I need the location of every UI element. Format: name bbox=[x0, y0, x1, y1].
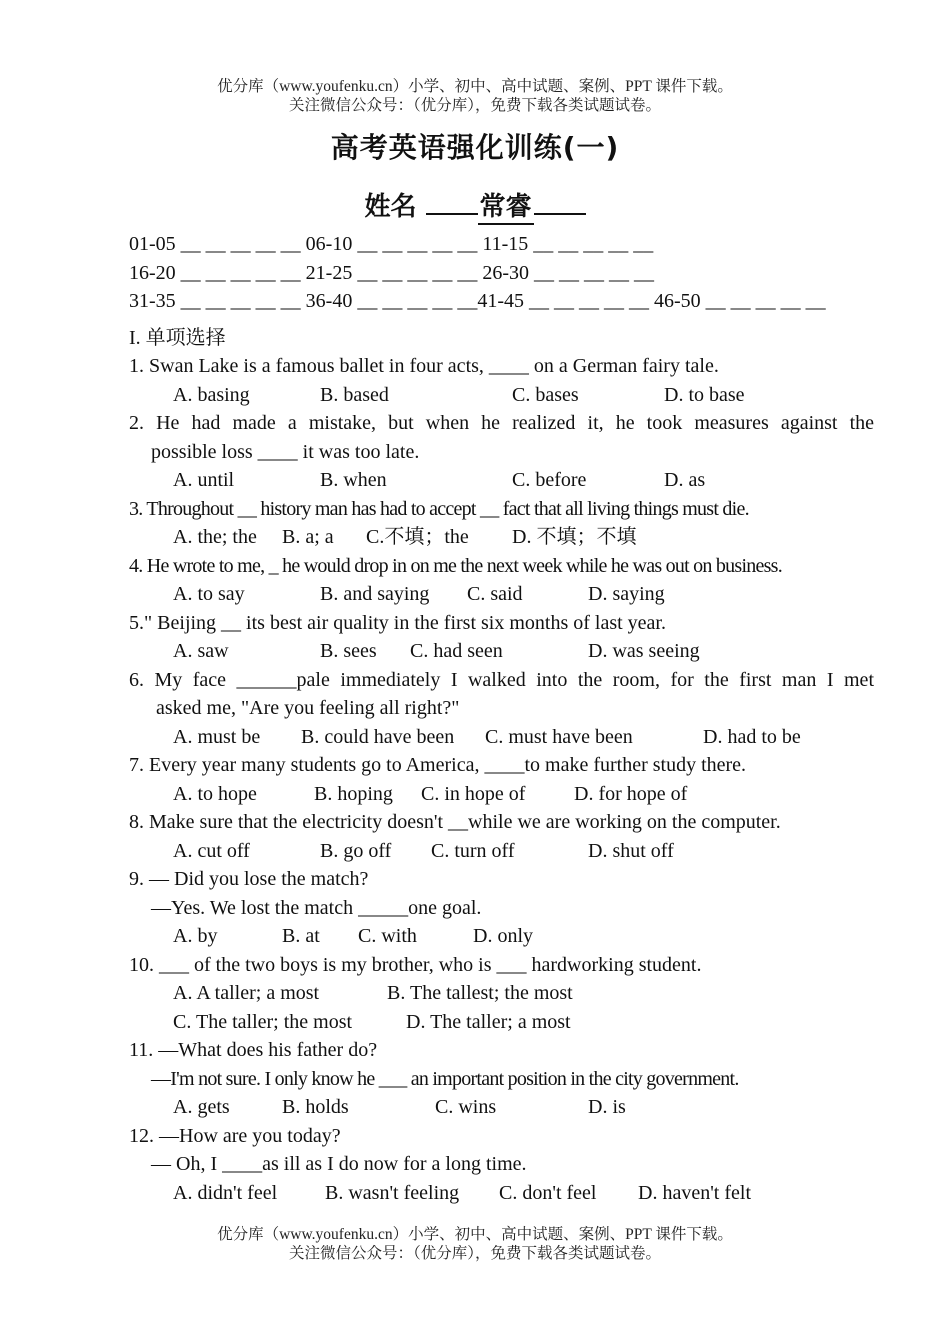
option-b: B. sees bbox=[320, 640, 377, 662]
option-d: D. shut off bbox=[588, 839, 674, 862]
option-row bbox=[129, 922, 874, 951]
question-stem-cont: possible loss ____ it was too late. bbox=[151, 440, 420, 463]
option-b: B. hoping bbox=[314, 782, 393, 805]
option-row bbox=[129, 580, 874, 609]
question-stem: 2. He had made a mistake, but when he realized it, he took measures against the bbox=[129, 412, 874, 434]
option-d: D. as bbox=[664, 469, 706, 491]
option-c: C. had seen bbox=[410, 640, 503, 662]
option-row bbox=[129, 637, 874, 666]
answer-row: 31-35 __ __ __ __ __ 36-40 __ __ __ __ __41-45 __ __ __ __ __ 46-50 __ __ __ __ __ bbox=[129, 290, 826, 312]
question-stem: 9. — Did you lose the match? bbox=[129, 868, 369, 890]
question-stem-cont: —I'm not sure. I only know he ___ an important position in the city government. bbox=[151, 1067, 739, 1090]
option-b: B. when bbox=[320, 469, 387, 491]
option-a: A. gets bbox=[173, 1096, 230, 1118]
question-stem: 11. —What does his father do? bbox=[129, 1039, 378, 1061]
option-b: B. based bbox=[320, 383, 389, 406]
option-d: D. for hope of bbox=[574, 782, 688, 805]
option-a: A. the; the bbox=[173, 526, 257, 548]
option-a: A. by bbox=[173, 925, 218, 947]
name-value: 常睿 bbox=[478, 186, 534, 225]
option-d: D. to base bbox=[664, 383, 745, 406]
option-b: B. wasn't feeling bbox=[325, 1181, 460, 1204]
option-c: C. must have been bbox=[485, 725, 633, 748]
option-b: B. could have been bbox=[301, 725, 455, 748]
option-d: D. had to be bbox=[703, 725, 801, 748]
option-row bbox=[129, 979, 874, 1008]
question-stem-cont: —Yes. We lost the match _____one goal. bbox=[151, 896, 482, 919]
option-a: A. to hope bbox=[173, 782, 257, 805]
option-row bbox=[129, 1008, 874, 1037]
option-b: B. a; a bbox=[282, 526, 334, 548]
question-stem: 8. Make sure that the electricity doesn't __while we are working on the computer. bbox=[129, 811, 781, 833]
option-b: B. go off bbox=[320, 839, 392, 862]
exam-content bbox=[129, 230, 874, 1207]
option-a: A. cut off bbox=[173, 839, 250, 862]
question-stem: 4. He wrote to me, _ he would drop in on me the next week while he was out on business. bbox=[129, 554, 782, 577]
option-c: C. turn off bbox=[431, 839, 515, 862]
option-b: B. and saying bbox=[320, 583, 430, 605]
option-d: D. 不填；不填 bbox=[512, 526, 637, 548]
page-title: 高考英语强化训练(一) bbox=[330, 131, 620, 164]
header-line-2: 关注微信公众号：（优分库），免费下载各类试题试卷。 bbox=[288, 97, 661, 114]
option-c: C. in hope of bbox=[421, 782, 526, 805]
option-a: A. didn't feel bbox=[173, 1181, 278, 1204]
option-b: B. The tallest; the most bbox=[387, 982, 573, 1004]
option-row bbox=[129, 523, 874, 552]
option-row bbox=[129, 837, 874, 866]
option-c: C. The taller; the most bbox=[173, 1010, 353, 1033]
name-line bbox=[0, 186, 950, 225]
page-footer bbox=[0, 1225, 950, 1263]
option-b: B. holds bbox=[282, 1096, 349, 1118]
footer-line-1: 优分库（www.youfenku.cn）小学、初中、高中试题、案例、PPT 课件下载。 bbox=[217, 1226, 733, 1243]
option-d: D. is bbox=[588, 1096, 626, 1118]
page-header bbox=[0, 77, 950, 115]
question-stem: 5." Beijing __ its best air quality in the first six months of last year. bbox=[129, 611, 666, 634]
header-line-1: 优分库（www.youfenku.cn）小学、初中、高中试题、案例、PPT 课件下载。 bbox=[217, 78, 733, 95]
answer-row: 16-20 __ __ __ __ __ 21-25 __ __ __ __ __ 26-30 __ __ __ __ __ bbox=[129, 261, 654, 284]
question-stem-cont: — Oh, I ____as ill as I do now for a long time. bbox=[151, 1153, 527, 1175]
option-row bbox=[129, 381, 874, 410]
question-stem: 7. Every year many students go to America, ____to make further study there. bbox=[129, 754, 747, 776]
option-a: A. A taller; a most bbox=[173, 982, 320, 1004]
question-stem: 12. —How are you today? bbox=[129, 1124, 341, 1147]
option-a: A. until bbox=[173, 469, 235, 491]
question-stem: 6. My face ______pale immediately I walked into the room, for the first man I met bbox=[129, 668, 874, 691]
option-d: D. was seeing bbox=[588, 640, 700, 662]
option-c: C. don't feel bbox=[499, 1181, 597, 1204]
option-c: C. said bbox=[467, 583, 523, 605]
option-a: A. to say bbox=[173, 583, 245, 605]
footer-line-2: 关注微信公众号：（优分库），免费下载各类试题试卷。 bbox=[288, 1245, 661, 1262]
option-d: D. saying bbox=[588, 583, 665, 605]
question-stem-cont: asked me, "Are you feeling all right?" bbox=[156, 697, 460, 719]
option-a: A. saw bbox=[173, 640, 229, 662]
option-a: A. must be bbox=[173, 725, 261, 748]
name-label: 姓名 bbox=[364, 192, 417, 222]
option-row bbox=[129, 723, 874, 752]
option-row bbox=[129, 780, 874, 809]
question-stem: 3. Throughout __ history man has had to accept __ fact that all living things must die. bbox=[129, 497, 749, 520]
option-c: C. with bbox=[358, 925, 417, 947]
option-c: C. bases bbox=[512, 383, 579, 406]
question-stem: 10. ___ of the two boys is my brother, who is ___ hardworking student. bbox=[129, 953, 702, 976]
option-a: A. basing bbox=[173, 383, 250, 406]
option-c: C.不填；the bbox=[366, 526, 469, 548]
option-d: D. The taller; a most bbox=[406, 1010, 571, 1033]
section-title: I. 单项选择 bbox=[129, 326, 226, 349]
option-b: B. at bbox=[282, 925, 320, 947]
option-d: D. haven't felt bbox=[638, 1181, 752, 1204]
option-c: C. before bbox=[512, 469, 587, 491]
option-c: C. wins bbox=[435, 1096, 497, 1118]
option-row bbox=[129, 466, 874, 495]
option-row bbox=[129, 1179, 874, 1208]
option-d: D. only bbox=[473, 925, 533, 947]
answer-row: 01-05 __ __ __ __ __ 06-10 __ __ __ __ __ 11-15 __ __ __ __ __ bbox=[129, 233, 654, 255]
option-row bbox=[129, 1093, 874, 1122]
question-stem: 1. Swan Lake is a famous ballet in four acts, ____ on a German fairy tale. bbox=[129, 355, 719, 377]
